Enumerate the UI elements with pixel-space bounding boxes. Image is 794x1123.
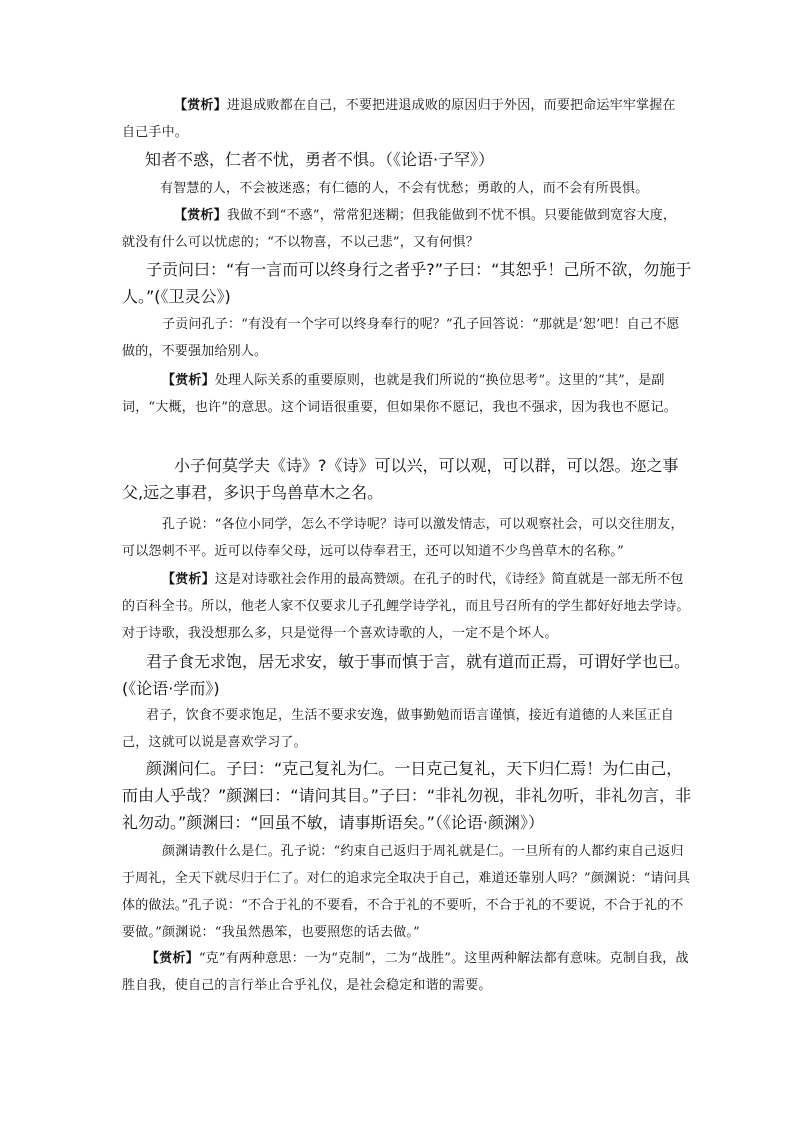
original-text: 子贡问曰：“有一言而可以终身行之者乎?”子曰：“其恕乎！己所不欲，勿施于人。”(《卫灵公》) [122,260,692,306]
appreciation-paragraph: 【赏析】进退成败都在自己，不要把进退成败的原因归于外因，而要把命运牢牢掌握在自己手中。 [122,98,676,140]
original-text: 小子何莫学夫《诗》?《诗》可以兴，可以观，可以群，可以怨。迩之事父,远之事君，多识于鸟兽草木之名。 [122,456,679,502]
translation-paragraph: 子贡问孔子：“有没有一个字可以终身奉行的呢？”孔子回答说：“那就是‘恕’吧！自己不愿做的，不要强加给别人。 [122,317,680,359]
appreciation-tag: 【赏析】 [146,951,199,966]
original-text: 颜渊问仁。子曰：“克己复礼为仁。一日克己复礼，天下归仁焉！为仁由己，而由人乎哉？”颜渊曰：“请问其目。”子曰：“非礼勿视，非礼勿听，非礼勿言，非礼勿动。”颜渊曰：“回虽不敏，请事斯语矣。”（《论语·颜渊》） [122,759,692,832]
appreciation-paragraph: 【赏析】我做不到“不惑”，常常犯迷糊；但我能做到不忧不惧。只要能做到宽容大度，就没有什么可以忧虑的；“不以物喜，不以己悲”，又有何惧？ [122,208,677,250]
translation-paragraph: 孔子说：“各位小同学，怎么不学诗呢？诗可以激发情志，可以观察社会，可以交往朋友，可以怨刺不平。近可以侍奉父母，远可以侍奉君王，还可以知道不少鸟兽草木的名称。” [122,517,684,559]
appreciation-tag: 【赏析】 [174,208,227,223]
original-text: 知者不惑，仁者不忧，勇者不惧。（《论语·子罕》） [145,150,495,169]
translation-paragraph: 颜渊请教什么是仁。孔子说：“约束自己返归于周礼就是仁。一旦所有的人都约束自己返归于周礼，全天下就尽归于仁了。对仁的追求完全取决于自己，难道还靠别人吗？”颜渊说：“请问具体的做法。”孔子说：“不合于礼的不要看，不合于礼的不要听，不合于礼的不要说，不合于礼的不要做。”颜渊说：“我虽然愚笨，也要照您的话去做。” [122,844,691,940]
appreciation-paragraph: 【赏析】这是对诗歌社会作用的最高赞颂。在孔子的时代，《诗经》简直就是一部无所不包的百科全书。所以，他老人家不仅要求儿子孔鲤学诗学礼，而且号召所有的学生都好好地去学诗。对于诗歌，我没想那么多，只是觉得一个喜欢诗歌的人，一定不是个坏人。 [122,572,690,641]
translation-paragraph: 君子，饮食不要求饱足，生活不要求安逸，做事勤勉而语言谨慎，接近有道德的人来匡正自己，这就可以说是喜欢学习了。 [122,708,675,750]
original-text: 君子食无求饱，居无求安，敏于事而慎于言，就有道而正焉，可谓好学也已。(《论语·学而》) [122,652,691,698]
appreciation-paragraph: 【赏析】“克”有两种意思：一为“克制”，二为“战胜”。这里两种解法都有意味。克制自我，战胜自我，使自己的言行举止合乎礼仪，是社会稳定和谐的需要。 [122,951,689,993]
appreciation-paragraph: 【赏析】处理人际关系的重要原则，也就是我们所说的“换位思考”。这里的“其”，是副词，“大概，也许”的意思。这个词语很重要，但如果你不愿记，我也不强求，因为我也不愿记。 [122,373,677,415]
translation-paragraph: 有智慧的人，不会被迷惑；有仁德的人，不会有忧愁；勇敢的人，而不会有所畏惧。 [160,181,649,196]
appreciation-tag: 【赏析】 [162,572,215,587]
appreciation-tag: 【赏析】 [162,373,215,388]
appreciation-tag: 【赏析】 [174,98,227,113]
